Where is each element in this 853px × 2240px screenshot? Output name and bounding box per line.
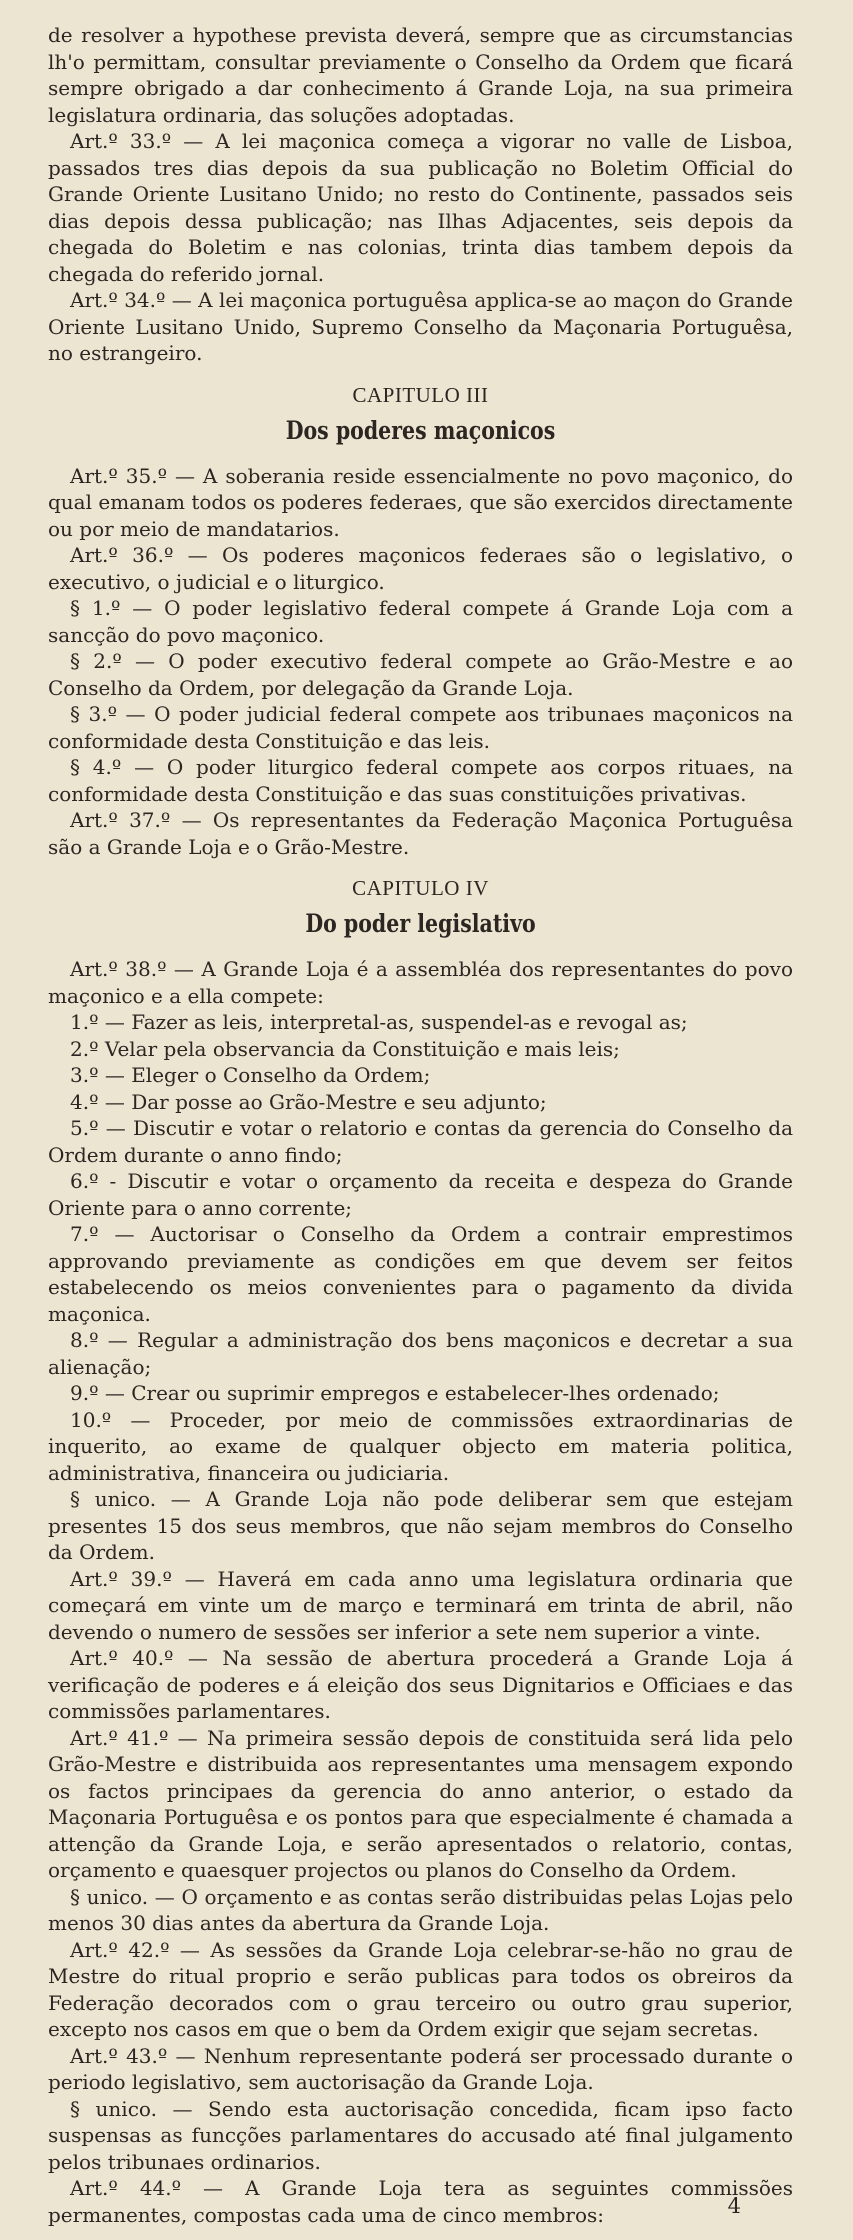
article-36-par-1: § 1.º — O poder legislativo federal compete á Grande Loja com a sancção do povo maçonico. [48, 596, 793, 647]
article-43: Art.º 43.º — Nenhum representante poderá ser processado durante o periodo legislativo, sem auctorisação da Grande Loja. [48, 2043, 793, 2094]
chapter-4-title: Do poder legislativo [305, 909, 536, 938]
article-38-item: 5.º — Discutir e votar o relatorio e contas da gerencia do Conselho da Ordem durante o anno findo; [48, 1116, 793, 1167]
chapter-3-title: Dos poderes maçonicos [285, 415, 556, 445]
article-38-item: 4.º — Dar posse ao Grão-Mestre e seu adjunto; [70, 1089, 547, 1114]
article-41-par-unico: § unico. — O orçamento e as contas serão distribuidas pelas Lojas pelo menos 30 dias antes da abertura da Grande Loja. [48, 1884, 793, 1935]
article-36-par-3: § 3.º — O poder judicial federal compete aos tribunaes maçonicos na conformidade desta Constituição e das leis. [48, 702, 793, 753]
article-38-item: 9.º — Crear ou suprimir empregos e estabelecer-lhes ordenado; [70, 1381, 720, 1405]
chapter-4-label: CAPITULO IV [352, 876, 489, 900]
article-34: Art.º 34.º — A lei maçonica portuguêsa applica-se ao maçon do Grande Oriente Lusitano Unido, Supremo Conselho da Maçonaria Portuguêsa, no estrangeiro. [48, 288, 793, 365]
article-43-par-unico: § unico. — Sendo esta auctorisação concedida, ficam ipso facto suspensas as funcções parlamentares do accusado até final julgamento pelos tribunaes ordinarios. [48, 2096, 793, 2174]
article-36: Art.º 36.º — Os poderes maçonicos federaes são o legislativo, o executivo, o judicial e o liturgico. [48, 543, 793, 594]
article-38-item: 2.º Velar pela observancia da Constituição e mais leis; [70, 1036, 620, 1061]
paragraph-continuation: de resolver a hypothese prevista deverá, sempre que as circumstancias lh'o permittam, consultar previamente o Conselho da Ordem que ficará sempre obrigado a dar conhecimento á Grande Loja, na sua primeira legislatura ordinaria, das soluções adoptadas. [48, 23, 793, 127]
article-36-par-4: § 4.º — O poder liturgico federal compete aos corpos rituaes, na conformidade desta Constituição e das suas constituições privativas. [48, 755, 793, 806]
chapter-3-label: CAPITULO III [352, 382, 489, 407]
article-35: Art.º 35.º — A soberania reside essencialmente no povo maçonico, do qual emanam todos os poderes federaes, que são exercidos directamente ou por meio de mandatarios. [48, 463, 793, 541]
article-38-item: 3.º — Eleger o Conselho da Ordem; [70, 1063, 431, 1087]
article-42: Art.º 42.º — As sessões da Grande Loja celebrar-se-hão no grau de Mestre do ritual proprio e serão publicas para todos os obreiros da Federação decorados com o grau terceiro ou outro grau superior, excepto nos casos em que o bem da Ordem exigir que sejam secretas. [48, 1937, 793, 2041]
article-36-par-2: § 2.º — O poder executivo federal compete ao Grão-Mestre e ao Conselho da Ordem, por delegação da Grande Loja. [48, 649, 793, 700]
article-38-item: 10.º — Proceder, por meio de commissões extraordinarias de inquerito, ao exame de qualquer objecto em materia politica, administrativa, financeira ou judiciaria. [48, 1407, 793, 1485]
article-38-par-unico: § unico. — A Grande Loja não pode deliberar sem que estejam presentes 15 dos seus membros, que não sejam membros do Conselho da Ordem. [48, 1487, 793, 1564]
article-33: Art.º 33.º — A lei maçonica começa a vigorar no valle de Lisboa, passados tres dias depois da sua publicação no Boletim Official do Grande Oriente Lusitano Unido; no resto do Continente, passados seis dias depois dessa publicação; nas Ilhas Adjacentes, seis depois da chegada do Boletim e nas colonias, trinta dias tambem depois da chegada do referido jornal. [48, 129, 793, 286]
article-41: Art.º 41.º — Na primeira sessão depois de constituida será lida pelo Grão-Mestre e distribuida aos representantes uma mensagem expondo os factos principaes da gerencia do anno anterior, o estado da Maçonaria Portuguêsa e os pontos para que especialmente é chamada a attenção da Grande Loja, e serão apresentados o relatorio, contas, orçamento e quaesquer projectos ou planos do Conselho da Ordem. [48, 1725, 793, 1882]
page-number: 4 [727, 2194, 741, 2218]
article-38-item: 8.º — Regular a administração dos bens maçonicos e decretar a sua alienação; [48, 1328, 793, 1379]
article-37: Art.º 37.º — Os representantes da Federação Maçonica Portuguêsa são a Grande Loja e o Grão-Mestre. [48, 808, 793, 859]
article-44: Art.º 44.º — A Grande Loja tera as seguintes commissões permanentes, compostas cada uma de cinco membros: [48, 2176, 793, 2227]
article-40: Art.º 40.º — Na sessão de abertura procederá a Grande Loja á verificação de poderes e á eleição dos seus Dignitarios e Officiaes e das commissões parlamentares. [48, 1646, 793, 1723]
article-38-item: 1.º — Fazer as leis, interpretal-as, suspendel-as e revogal as; [70, 1010, 688, 1034]
article-38-item: 6.º - Discutir e votar o orçamento da receita e despeza do Grande Oriente para o anno corrente; [48, 1169, 793, 1220]
article-39: Art.º 39.º — Haverá em cada anno uma legislatura ordinaria que começará em vinte um de março e terminará em trinta de abril, não devendo o numero de sessões ser inferior a sete nem superior a vinte. [48, 1566, 793, 1644]
article-38: Art.º 38.º — A Grande Loja é a assembléa dos representantes do povo maçonico e a ella compete: [48, 957, 793, 1008]
article-38-item: 7.º — Auctorisar o Conselho da Ordem a contrair emprestimos approvando previamente as condições em que devem ser feitos estabelecendo os meios convenientes para o pagamento da divida maçonica. [48, 1222, 793, 1326]
